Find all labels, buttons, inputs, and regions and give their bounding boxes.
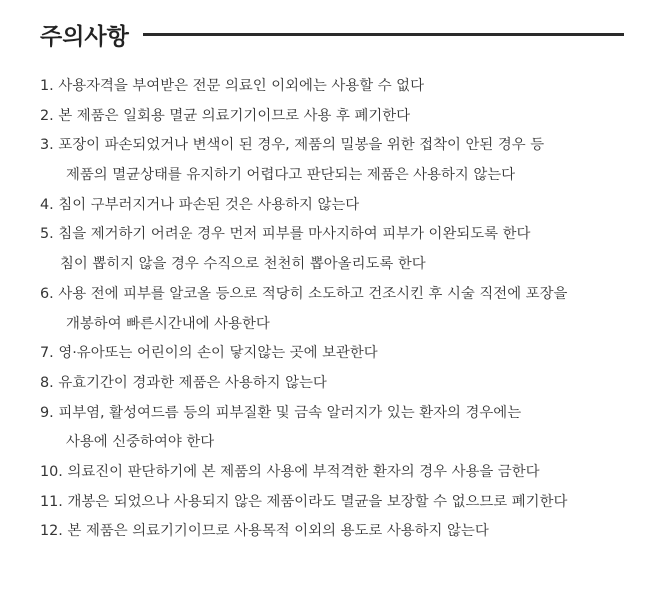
item-number: 2. (40, 107, 54, 124)
caution-item-continuation: 개봉하여 빠른시간내에 사용한다 (66, 315, 270, 332)
item-text: 침을 제거하기 어려운 경우 먼저 피부를 마사지하여 피부가 이완되도록 한다 (58, 226, 531, 243)
item-number: 7. (40, 345, 54, 362)
item-text: 유효기간이 경과한 제품은 사용하지 않는다 (58, 374, 327, 391)
caution-item (40, 517, 660, 547)
caution-item-text (40, 369, 660, 399)
item-number: 12. (40, 523, 63, 540)
caution-item-text (40, 458, 660, 488)
caution-item-text (40, 220, 660, 250)
caution-item (40, 339, 660, 369)
item-number: 9. (40, 404, 54, 421)
item-text: 본 제품은 일회용 멸균 의료기기이므로 사용 후 폐기한다 (58, 107, 411, 124)
item-text: 포장이 파손되었거나 변색이 된 경우, 제품의 밀봉을 위한 접착이 안된 경우 등 (58, 137, 545, 154)
item-number: 1. (40, 78, 54, 94)
item-number: 5. (40, 226, 54, 243)
caution-item (40, 488, 660, 518)
caution-list (40, 72, 660, 547)
item-text: 개봉은 되었으나 사용되지 않은 제품이라도 멸균을 보장할 수 없으므로 폐기한다 (67, 493, 568, 510)
caution-item-continuation: 제품의 멸균상태를 유지하기 어렵다고 판단되는 제품은 사용하지 않는다 (66, 167, 516, 184)
item-number: 10. (40, 463, 63, 480)
item-number: 4. (40, 196, 54, 213)
page-title: 주의사항 (40, 23, 129, 50)
caution-item (40, 72, 660, 102)
title-divider (143, 33, 624, 36)
item-text: 사용 전에 피부를 알코올 등으로 적당히 소도하고 건조시킨 후 시술 직전에 포장을 (58, 285, 568, 302)
caution-item-text (40, 191, 660, 221)
item-text: 피부염, 활성여드름 등의 피부질환 및 금속 알러지가 있는 환자의 경우에는 (58, 404, 522, 421)
caution-item (40, 102, 660, 132)
caution-item-text (40, 488, 660, 518)
item-text: 침이 구부러지거나 파손된 것은 사용하지 않는다 (58, 196, 360, 213)
caution-item-continuation: 침이 뽑히지 않을 경우 수직으로 천천히 뽑아올리도록 한다 (60, 256, 426, 273)
caution-item-text (40, 280, 660, 310)
caution-item-continuation: 사용에 신중하여야 한다 (66, 434, 215, 451)
caution-item (40, 458, 660, 488)
caution-item-text (40, 131, 660, 161)
item-number: 11. (40, 493, 63, 510)
caution-item-text (40, 102, 660, 132)
caution-item (40, 131, 660, 190)
item-text: 의료진이 판단하기에 본 제품의 사용에 부적격한 환자의 경우 사용을 금한다 (67, 463, 540, 480)
section-header (40, 14, 624, 54)
item-number: 3. (40, 137, 54, 154)
caution-item-text (40, 339, 660, 369)
item-text: 영·유아또는 어린이의 손이 닿지않는 곳에 보관한다 (58, 345, 378, 362)
item-number: 6. (40, 285, 54, 302)
caution-item-text (40, 517, 660, 547)
caution-item-text (40, 399, 660, 429)
caution-item (40, 280, 660, 339)
caution-item (40, 191, 660, 221)
caution-item (40, 220, 660, 279)
item-text: 본 제품은 의료기기이므로 사용목적 이외의 용도로 사용하지 않는다 (67, 523, 489, 540)
caution-item-text (40, 72, 660, 102)
caution-item (40, 369, 660, 399)
item-text: 사용자격을 부여받은 전문 의료인 이외에는 사용할 수 없다 (58, 78, 424, 94)
item-number: 8. (40, 374, 54, 391)
caution-item (40, 399, 660, 458)
